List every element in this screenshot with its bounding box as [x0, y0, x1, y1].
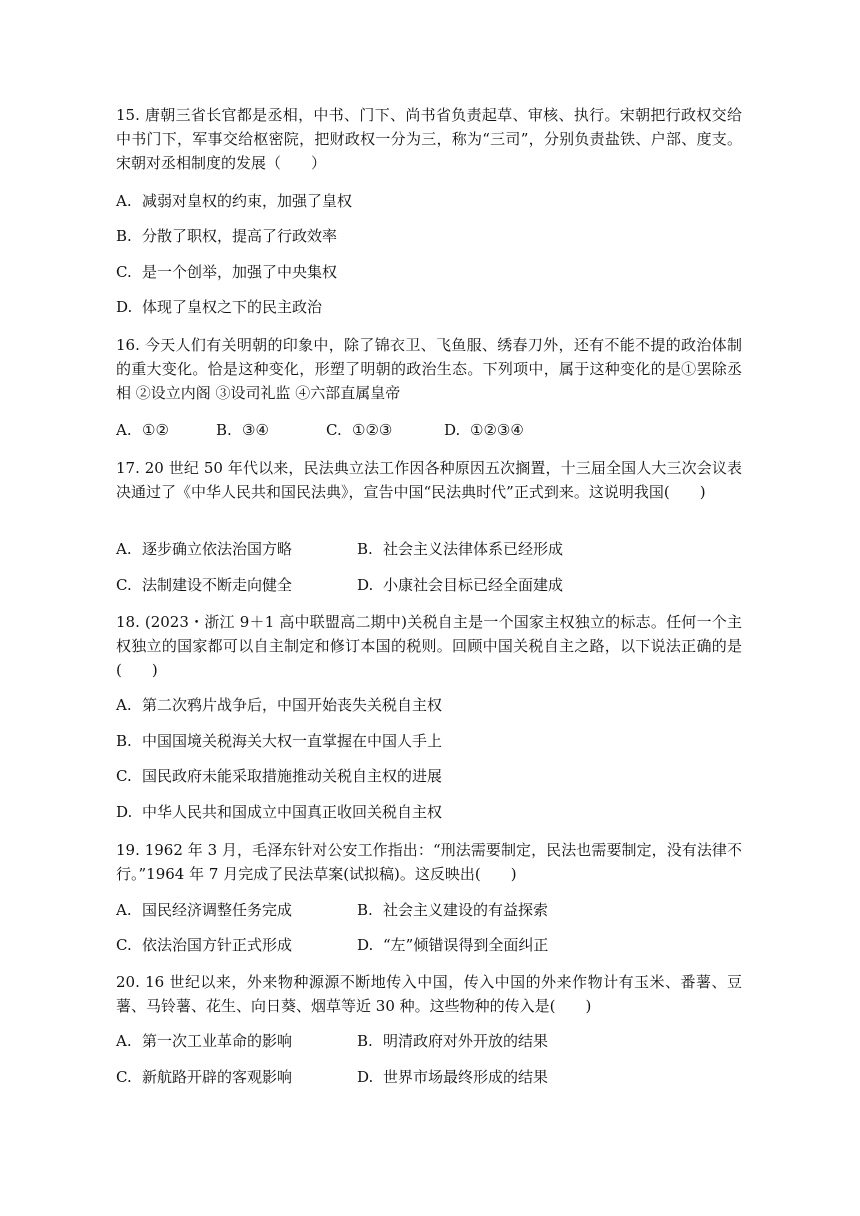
question-16-option-c — [326, 420, 392, 440]
option-text: 世界市场最终形成的结果 — [383, 1068, 549, 1086]
question-20-option-a — [116, 1031, 292, 1051]
option-label: A. — [116, 421, 132, 439]
option-label: D. — [357, 576, 374, 594]
option-text: 法制建设不断走向健全 — [142, 576, 293, 594]
option-text: 明清政府对外开放的结果 — [383, 1032, 549, 1050]
option-text: 分散了职权，提高了行政效率 — [142, 227, 338, 245]
option-text: 中国国境关税海关大权一直掌握在中国人手上 — [142, 732, 443, 750]
option-text: 是一个创举，加强了中央集权 — [142, 263, 338, 281]
question-15-option-c — [116, 262, 337, 282]
option-label: C. — [116, 767, 132, 785]
option-label: D. — [357, 936, 374, 954]
option-label: C. — [116, 576, 132, 594]
question-19-stem: 19. 1962 年 3 月，毛泽东针对公安工作指出：“刑法需要制定，民法也需要制定，没有法律不行。”1964 年 7 月完成了民法草案(试拟稿)。这反映出( ) — [116, 841, 742, 883]
option-label: B. — [216, 421, 232, 439]
question-15-option-a — [116, 191, 352, 211]
question-20-option-b — [357, 1031, 548, 1051]
question-19-option-d — [357, 935, 548, 955]
question-18-option-d — [116, 802, 442, 822]
option-text: 体现了皇权之下的民主政治 — [142, 298, 323, 316]
option-label: C. — [116, 263, 132, 281]
option-label: C. — [116, 1068, 132, 1086]
question-15-option-d — [116, 297, 322, 317]
option-label: C. — [116, 936, 132, 954]
question-18-stem: 18. (2023・浙江 9＋1 高中联盟高二期中)关税自主是一个国家主权独立的标志。任何一个主权独立的国家都可以自主制定和修订本国的税则。回顾中国关税自主之路，以下说法正确的是( ) — [116, 613, 742, 679]
option-label: B. — [116, 732, 132, 750]
option-label: B. — [357, 1032, 373, 1050]
question-19-option-a — [116, 900, 292, 920]
option-label: A. — [116, 696, 132, 714]
question-16-option-b — [216, 420, 269, 440]
question-16-option-a — [116, 420, 169, 440]
question-20-option-d — [357, 1067, 548, 1087]
option-text: 社会主义法律体系已经形成 — [383, 540, 564, 558]
option-text: 第二次鸦片战争后，中国开始丧失关税自主权 — [142, 696, 443, 714]
question-19-option-b — [357, 900, 548, 920]
question-17-option-c — [116, 575, 292, 595]
option-label: A. — [116, 1032, 132, 1050]
option-text: 减弱对皇权的约束，加强了皇权 — [142, 192, 353, 210]
question-20-stem: 20. 16 世纪以来，外来物种源源不断地传入中国，传入中国的外来作物计有玉米、番薯、豆薯、马铃薯、花生、向日葵、烟草等近 30 种。这些物种的传入是( ) — [116, 973, 742, 1015]
question-16-stem: 16. 今天人们有关明朝的印象中，除了锦衣卫、飞鱼服、绣春刀外，还有不能不提的政治体制的重大变化。恰是这种变化，形塑了明朝的政治生态。下列项中，属于这种变化的是①罢除丞相 ②设立内阁 ③设司礼监 ④六部直属皇帝 — [116, 336, 742, 402]
question-17-option-d — [357, 575, 563, 595]
question-18-option-b — [116, 731, 442, 751]
option-label: C. — [326, 421, 342, 439]
option-text: 小康社会目标已经全面建成 — [383, 576, 564, 594]
option-label: B. — [357, 901, 373, 919]
question-20-option-c — [116, 1067, 292, 1087]
option-text: 社会主义建设的有益探索 — [383, 901, 549, 919]
option-text: 新航路开辟的客观影响 — [142, 1068, 293, 1086]
option-text: “左”倾错误得到全面纠正 — [383, 936, 549, 954]
option-label: A. — [116, 540, 132, 558]
option-label: A. — [116, 192, 132, 210]
option-text: ①② — [142, 421, 169, 439]
option-text: ③④ — [242, 421, 269, 439]
option-text: 中华人民共和国成立中国真正收回关税自主权 — [142, 803, 443, 821]
question-16-option-d — [444, 420, 524, 440]
option-text: 国民政府未能采取措施推动关税自主权的进展 — [142, 767, 443, 785]
question-15-option-b — [116, 226, 337, 246]
option-label: B. — [357, 540, 373, 558]
question-18-option-c — [116, 766, 442, 786]
question-17-stem: 17. 20 世纪 50 年代以来，民法典立法工作因各种原因五次搁置，十三届全国人大三次会议表决通过了《中华人民共和国民法典》，宣告中国“民法典时代”正式到来。这说明我国( ) — [116, 459, 742, 501]
option-label: D. — [444, 421, 461, 439]
option-label: D. — [116, 803, 133, 821]
option-label: D. — [116, 298, 133, 316]
question-19-option-c — [116, 935, 292, 955]
option-text: 第一次工业革命的影响 — [142, 1032, 293, 1050]
option-text: 依法治国方针正式形成 — [142, 936, 293, 954]
option-text: 国民经济调整任务完成 — [142, 901, 293, 919]
option-text: ①②③④ — [470, 421, 524, 439]
question-17-option-a — [116, 539, 292, 559]
option-label: D. — [357, 1068, 374, 1086]
question-15-stem: 15. 唐朝三省长官都是丞相，中书、门下、尚书省负责起草、审核、执行。宋朝把行政权交给中书门下，军事交给枢密院，把财政权一分为三，称为“三司”，分别负责盐铁、户部、度支。宋朝对丞相制度的发展（ ） — [116, 106, 742, 172]
question-17-option-b — [357, 539, 563, 559]
option-label: A. — [116, 901, 132, 919]
option-label: B. — [116, 227, 132, 245]
question-18-option-a — [116, 695, 442, 715]
option-text: ①②③ — [352, 421, 393, 439]
option-text: 逐步确立依法治国方略 — [142, 540, 293, 558]
